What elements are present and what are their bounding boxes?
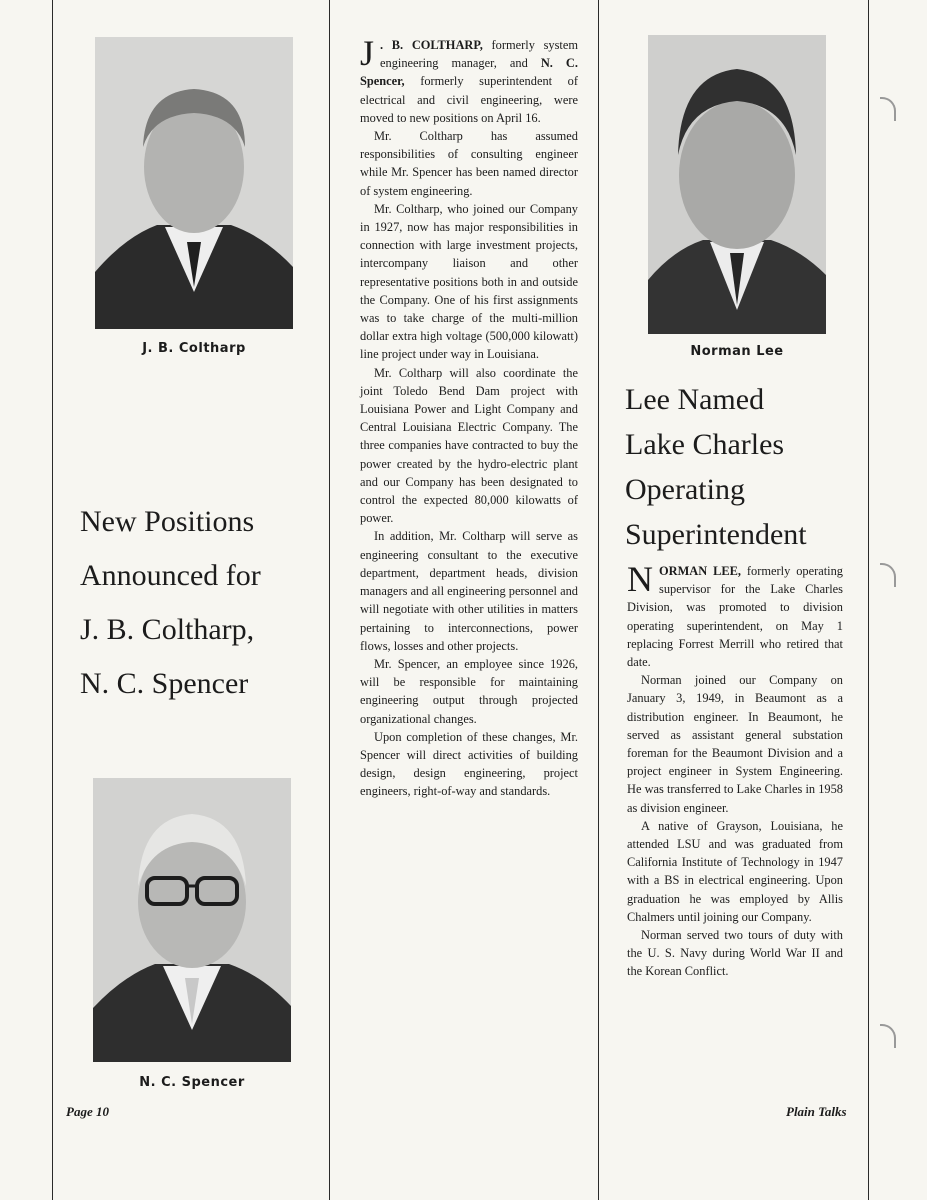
- binder-hole-mark: [880, 97, 896, 121]
- article-paragraph: A native of Grayson, Louisiana, he attended LSU and was graduated from California Institute of Technology in 1947 with a BS in electrical engineering. Upon graduation he was employed by Allis Chalmers until joining our Company.: [627, 818, 843, 924]
- headline-line: New Positions: [80, 505, 255, 538]
- lead-name-coltharp: . B. COLTHARP,: [380, 38, 483, 52]
- article-paragraph: Norman joined our Company on January 3, 1949, in Beaumont as a distribution engineer. In Beaumont, he served as assistant general substation foreman for the Beaumont Division and a project engineer in System Engineering. He was transferred to Lake Charles in 1958 as division engineer.: [627, 673, 843, 815]
- right-margin-rule: [868, 0, 869, 1200]
- article-paragraph: Upon completion of these changes, Mr. Spencer will direct activities of building design, design engineering, project engineers, right-of-way and standards.: [360, 729, 578, 799]
- article-paragraph: Mr. Coltharp will also coordinate the joint Toledo Bend Dam project with Louisiana Power and Light Company and Central Louisiana Electric Company. The three companies have contracted to buy the power created by the hydro-electric plant and our Company has been designated to control the expected 80,000 kilowatts of power.: [360, 365, 578, 526]
- headline-line: Operating: [625, 473, 745, 506]
- article-paragraph: Mr. Coltharp, who joined our Company in 1927, now has major responsibilities in connection with large investment projects, intercompany liaison and other representative positions both in and outside the Company. One of his first assignments was to take charge of the multi-million dollar extra high voltage (500,000 kilowatt) line project under way in Louisiana.: [360, 201, 578, 362]
- article-paragraph: Mr. Spencer, an employee since 1926, will be responsible for maintaining engineering output through projected organizational changes.: [360, 656, 578, 726]
- headline-line: Lake Charles: [625, 428, 785, 461]
- headline-line: Superintendent: [625, 518, 807, 551]
- photo-caption-spencer: N. C. Spencer: [139, 1075, 245, 1090]
- photo-coltharp: [95, 37, 293, 329]
- binder-hole-mark: [880, 1024, 896, 1048]
- article-norman-lee: [627, 559, 843, 981]
- column-rule-1: [329, 0, 330, 1200]
- article-coltharp-spencer: [360, 33, 578, 801]
- article-paragraph: In addition, Mr. Coltharp will serve as engineering consultant to the executive department, department heads, division managers and all engineering personnel and will negotiate with other utilities in matters pertaining to interconnections, power flows, losses and other projects.: [360, 529, 578, 653]
- lead-text: formerly superintendent of electrical and civil engineering, were moved to new positions on April 16.: [360, 74, 578, 125]
- article-paragraph: Norman served two tours of duty with the U. S. Navy during World War II and the Korean Conflict.: [627, 928, 843, 979]
- headline-lee-named: [625, 377, 845, 557]
- headline-line: J. B. Coltharp,: [80, 613, 255, 646]
- photo-caption-coltharp: J. B. Coltharp: [142, 341, 246, 356]
- lead-name-lee: ORMAN LEE,: [659, 564, 741, 578]
- lead-name-spencer: N. C. Spencer,: [360, 56, 578, 89]
- photo-spencer: [93, 778, 291, 1062]
- article-lead-paragraph: [627, 559, 843, 671]
- page-number: Page 10: [66, 1104, 109, 1119]
- left-margin-rule: [52, 0, 53, 1200]
- lead-text: formerly system engineering manager, and: [380, 38, 578, 71]
- drop-cap: N: [627, 559, 653, 599]
- photo-caption-norman-lee: Norman Lee: [690, 344, 784, 359]
- publication-name: Plain Talks: [786, 1104, 847, 1119]
- headline-line: N. C. Spencer: [80, 667, 249, 700]
- headline-line: Lee Named: [625, 383, 765, 416]
- headline-line: Announced for: [80, 559, 261, 592]
- drop-cap: J: [360, 33, 375, 73]
- photo-norman-lee: [648, 35, 826, 334]
- binder-hole-mark: [880, 563, 896, 587]
- lead-text: formerly operating supervisor for the Lake Charles Division, was promoted to division operating superintendent, on May 1 replacing Forrest Merrill who retired that date.: [627, 564, 843, 670]
- article-paragraph: Mr. Coltharp has assumed responsibilities of consulting engineer while Mr. Spencer has been named director of system engineering.: [360, 129, 578, 198]
- headline-new-positions: [80, 495, 320, 711]
- article-lead-paragraph: [360, 33, 578, 127]
- column-rule-2: [598, 0, 599, 1200]
